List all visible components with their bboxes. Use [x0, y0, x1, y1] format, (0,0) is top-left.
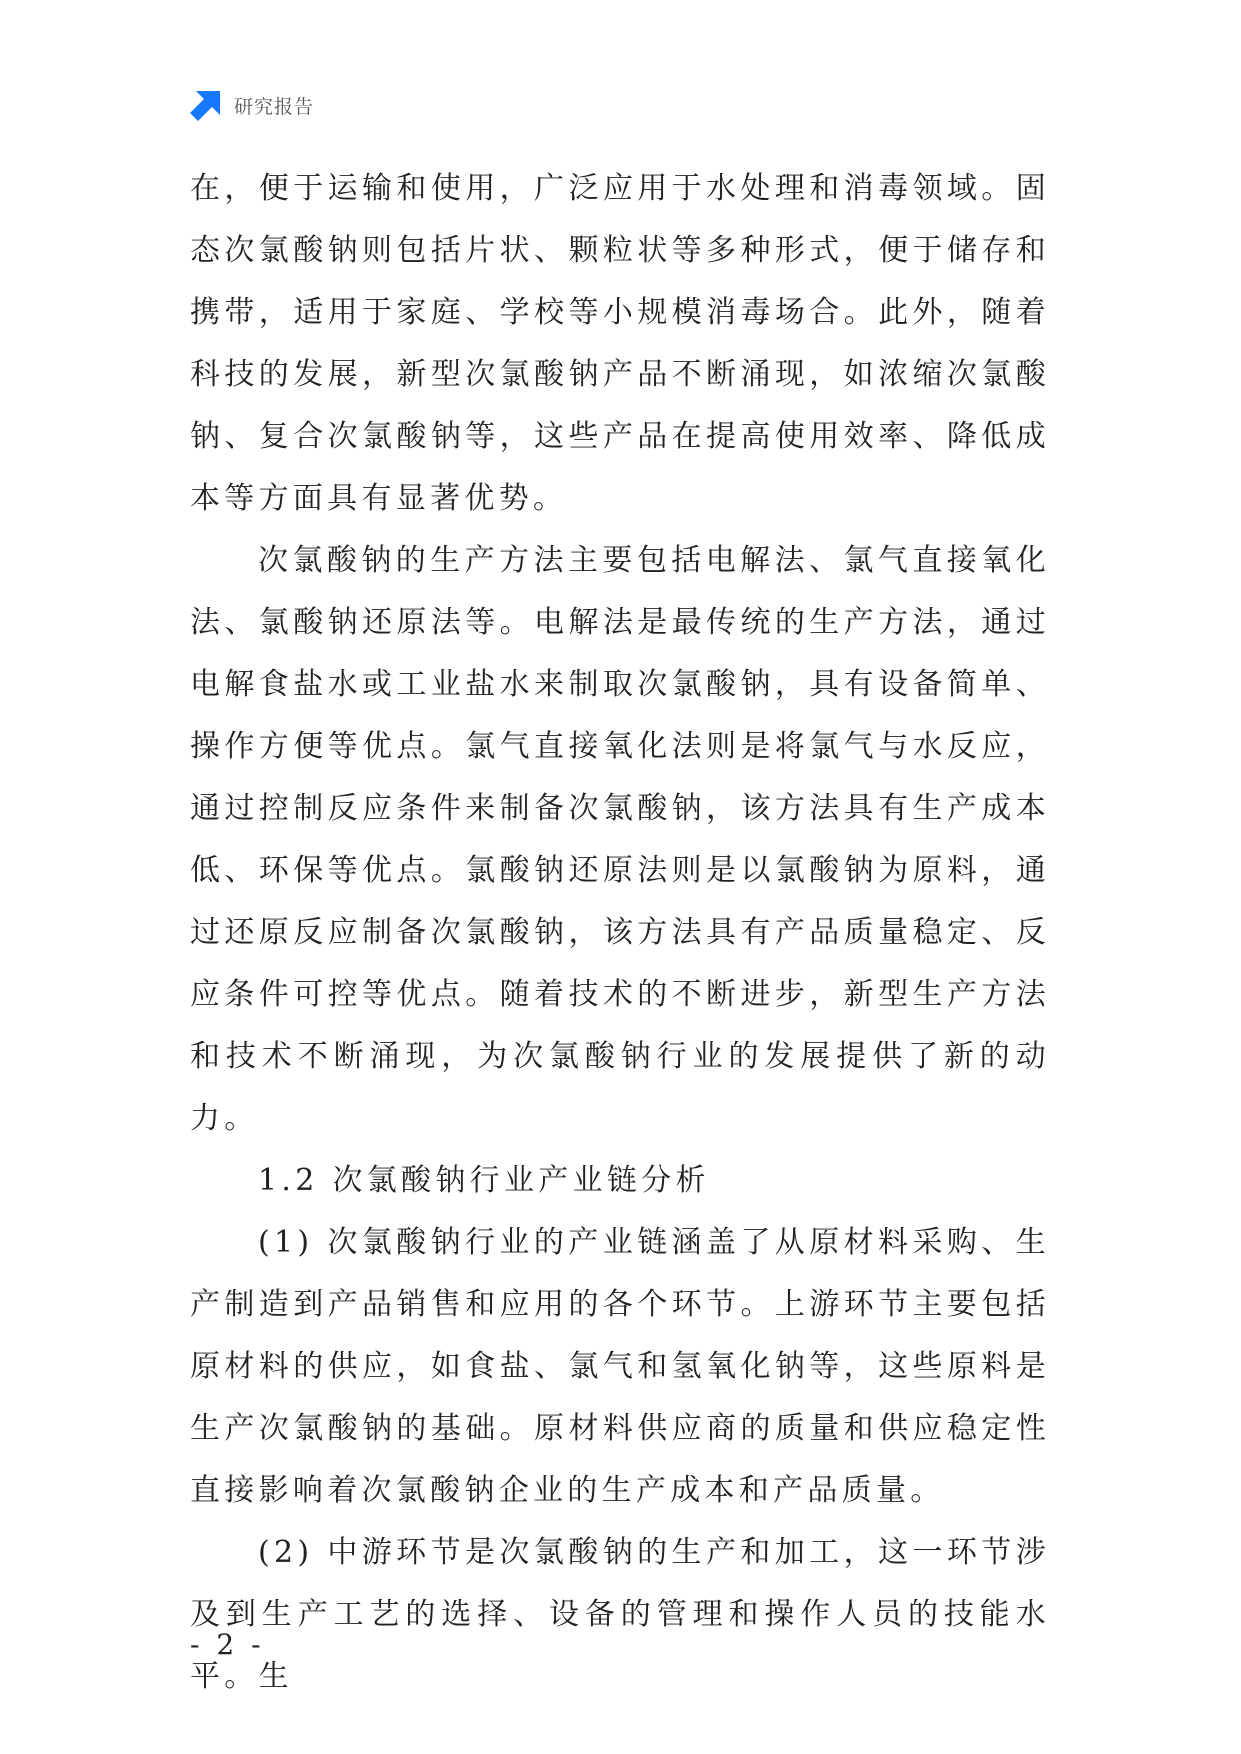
arrow-up-right-icon [190, 89, 222, 121]
header-title: 研究报告 [234, 95, 315, 118]
document-body [190, 158, 1050, 1708]
paragraph-industry-chain-1: (1) 次氯酸钠行业的产业链涵盖了从原材料采购、生产制造到产品销售和应用的各个环节。上游环节主要包括原材料的供应，如食盐、氯气和氢氧化钠等，这些原料是生产次氯酸钠的基础。原材料供应商的质量和供应稳定性直接影响着次氯酸钠企业的生产成本和产品质量。 [190, 1225, 1050, 1508]
page-header [190, 88, 314, 122]
paragraph-industry-chain-2: (2) 中游环节是次氯酸钠的生产和加工，这一环节涉及到生产工艺的选择、设备的管理和操作人员的技能水平。生 [190, 1535, 1050, 1694]
section-heading: 1.2 次氯酸钠行业产业链分析 [258, 1163, 710, 1198]
page-number: - 2 - [190, 1628, 265, 1661]
paragraph-continuation: 在，便于运输和使用，广泛应用于水处理和消毒领域。固态次氯酸钠则包括片状、颗粒状等多种形式，便于储存和携带，适用于家庭、学校等小规模消毒场合。此外，随着科技的发展，新型次氯酸钠产品不断涌现，如浓缩次氯酸钠、复合次氯酸钠等，这些产品在提高使用效率、降低成本等方面具有显著优势。 [190, 171, 1050, 516]
paragraph-production-methods: 次氯酸钠的生产方法主要包括电解法、氯气直接氧化法、氯酸钠还原法等。电解法是最传统的生产方法，通过电解食盐水或工业盐水来制取次氯酸钠，具有设备简单、操作方便等优点。氯气直接氧化法则是将氯气与水反应，通过控制反应条件来制备次氯酸钠，该方法具有生产成本低、环保等优点。氯酸钠还原法则是以氯酸钠为原料，通过还原反应制备次氯酸钠，该方法具有产品质量稳定、反应条件可控等优点。随着技术的不断进步，新型生产方法和技术不断涌现，为次氯酸钠行业的发展提供了新的动力。 [190, 543, 1050, 1136]
